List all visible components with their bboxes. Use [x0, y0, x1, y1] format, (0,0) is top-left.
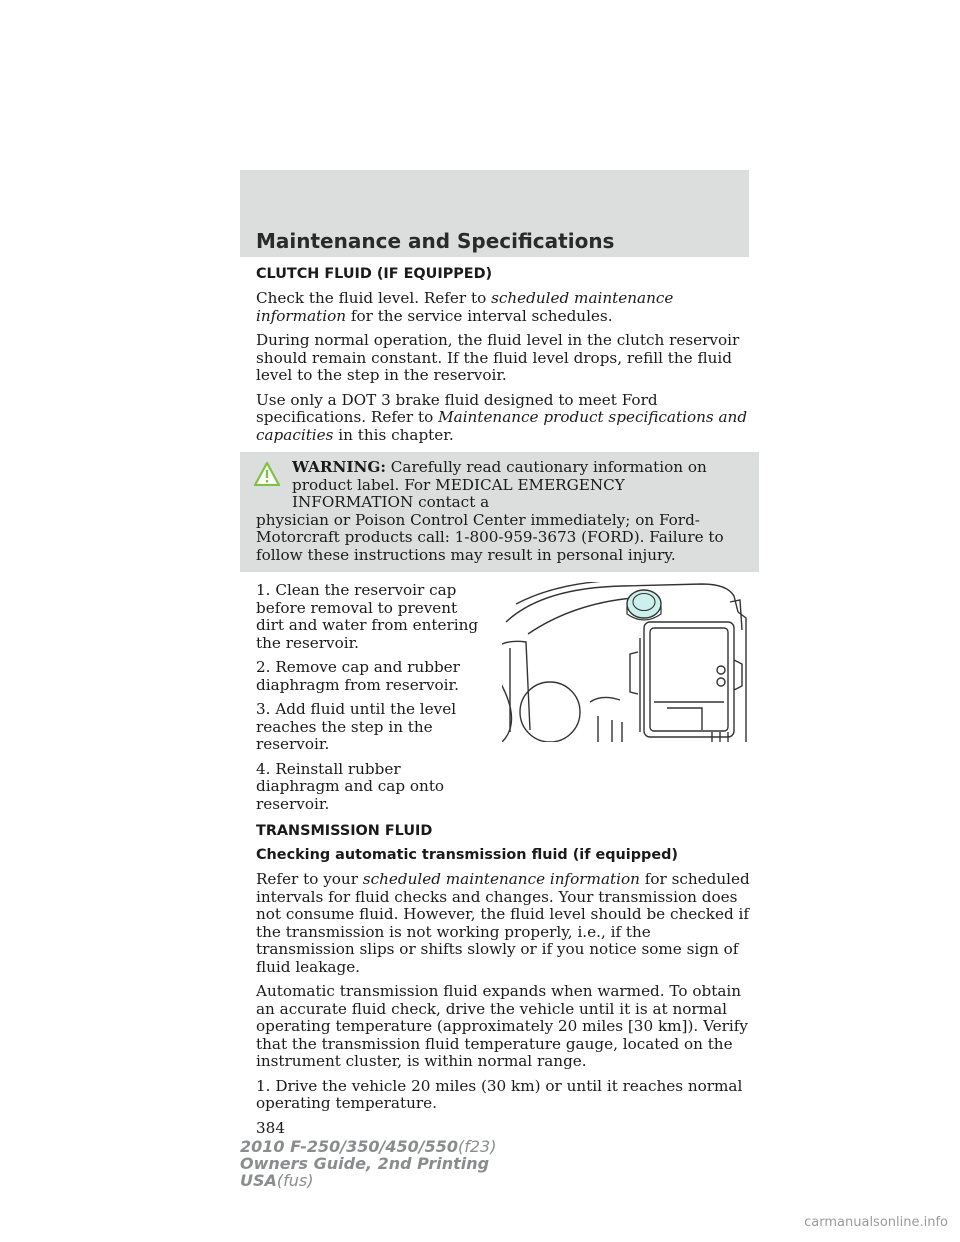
clutch-paragraph-2: During normal operation, the fluid level in the clutch reservoir should remain constant. If the fluid level drops, refill the fluid level to the step in the reservoir.	[256, 331, 740, 384]
warning-first-lines	[256, 459, 747, 512]
clutch-steps-list	[256, 582, 486, 813]
clutch-p1-text-b: for the service interval schedules.	[346, 306, 613, 325]
clutch-p3-text-a: Use only a DOT 3 brake fluid designed to meet Ford specifications. Refer to	[256, 390, 658, 426]
section-title: Maintenance and Specifications	[256, 229, 615, 253]
warning-text-2: physician or Poison Control Center immediately; on Ford-Motorcraft products call: 1-800-959-3673 (FORD). Failure to follow these instructions may result in personal injury.	[256, 510, 724, 564]
section-header	[240, 170, 749, 257]
step-item: 3. Add fluid until the level reaches the step in the reservoir.	[256, 700, 457, 753]
transmission-p1-text-a: Refer to your	[256, 870, 363, 888]
footer-line-region	[240, 1172, 496, 1189]
footer-model: 2010 F-250/350/450/550	[240, 1137, 458, 1156]
footer-region-code: (fus)	[276, 1171, 314, 1190]
clutch-p1-text-a: Check the fluid level. Refer to	[256, 289, 492, 307]
footer-region: USA	[240, 1171, 277, 1190]
document-footer	[240, 1138, 496, 1189]
footer-line-guide: Owners Guide, 2nd Printing	[240, 1154, 490, 1173]
transmission-paragraph-3: 1. Drive the vehicle 20 miles (30 km) or until it reaches normal operating temperature.	[256, 1076, 743, 1112]
step-item: 2. Remove cap and rubber diaphragm from reservoir.	[256, 658, 460, 694]
transmission-fluid-heading: TRANSMISSION FLUID	[256, 823, 433, 839]
clutch-reservoir-illustration	[502, 582, 752, 742]
page-content	[256, 266, 751, 1137]
step-item: 4. Reinstall rubber diaphragm and cap onto reservoir.	[256, 759, 445, 813]
page-number: 384	[256, 1118, 285, 1137]
warning-label: WARNING:	[292, 458, 386, 476]
warning-triangle-icon	[254, 462, 280, 486]
watermark: carmanualsonline.info	[804, 1215, 948, 1230]
transmission-p1-text-b: for scheduled intervals for fluid checks and changes. Your transmission does not consume fluid. However, the fluid level should be checked if the transmission is not working properly, i.e., if the transmission slips or shifts slowly or if you notice some sign of fluid leakage.	[256, 870, 750, 976]
clutch-p3-text-b: in this chapter.	[333, 425, 454, 444]
warning-box	[240, 452, 759, 572]
automatic-transmission-subheading: Checking automatic transmission fluid (if equipped)	[256, 847, 678, 863]
step-item: 1. Clean the reservoir cap before removal to prevent dirt and water from entering the reservoir.	[256, 581, 479, 652]
clutch-paragraph-3	[256, 392, 751, 445]
clutch-paragraph-1	[256, 290, 751, 325]
warning-text-1: Carefully read cautionary information on product label. For MEDICAL EMERGENCY INFORMATION contact a	[292, 458, 707, 511]
clutch-steps-section	[256, 582, 751, 813]
scheduled-maintenance-reference: scheduled maintenance information	[362, 870, 640, 888]
footer-model-code: (f23)	[458, 1137, 497, 1156]
maintenance-specifications-reference: Maintenance product specifications and capacities	[256, 408, 748, 444]
transmission-paragraph-1	[256, 871, 751, 976]
clutch-fluid-heading: CLUTCH FLUID (IF EQUIPPED)	[256, 266, 493, 282]
scheduled-maintenance-reference: scheduled maintenance information	[256, 289, 674, 325]
transmission-paragraph-2: Automatic transmission fluid expands when warmed. To obtain an accurate fluid check, drive the vehicle until it is at normal operating temperature (approximately 20 miles [30 km]). Verify that the transmission fluid temperature gauge, located on the instrument cluster, is within normal range.	[256, 982, 748, 1070]
footer-line-model	[240, 1138, 496, 1155]
